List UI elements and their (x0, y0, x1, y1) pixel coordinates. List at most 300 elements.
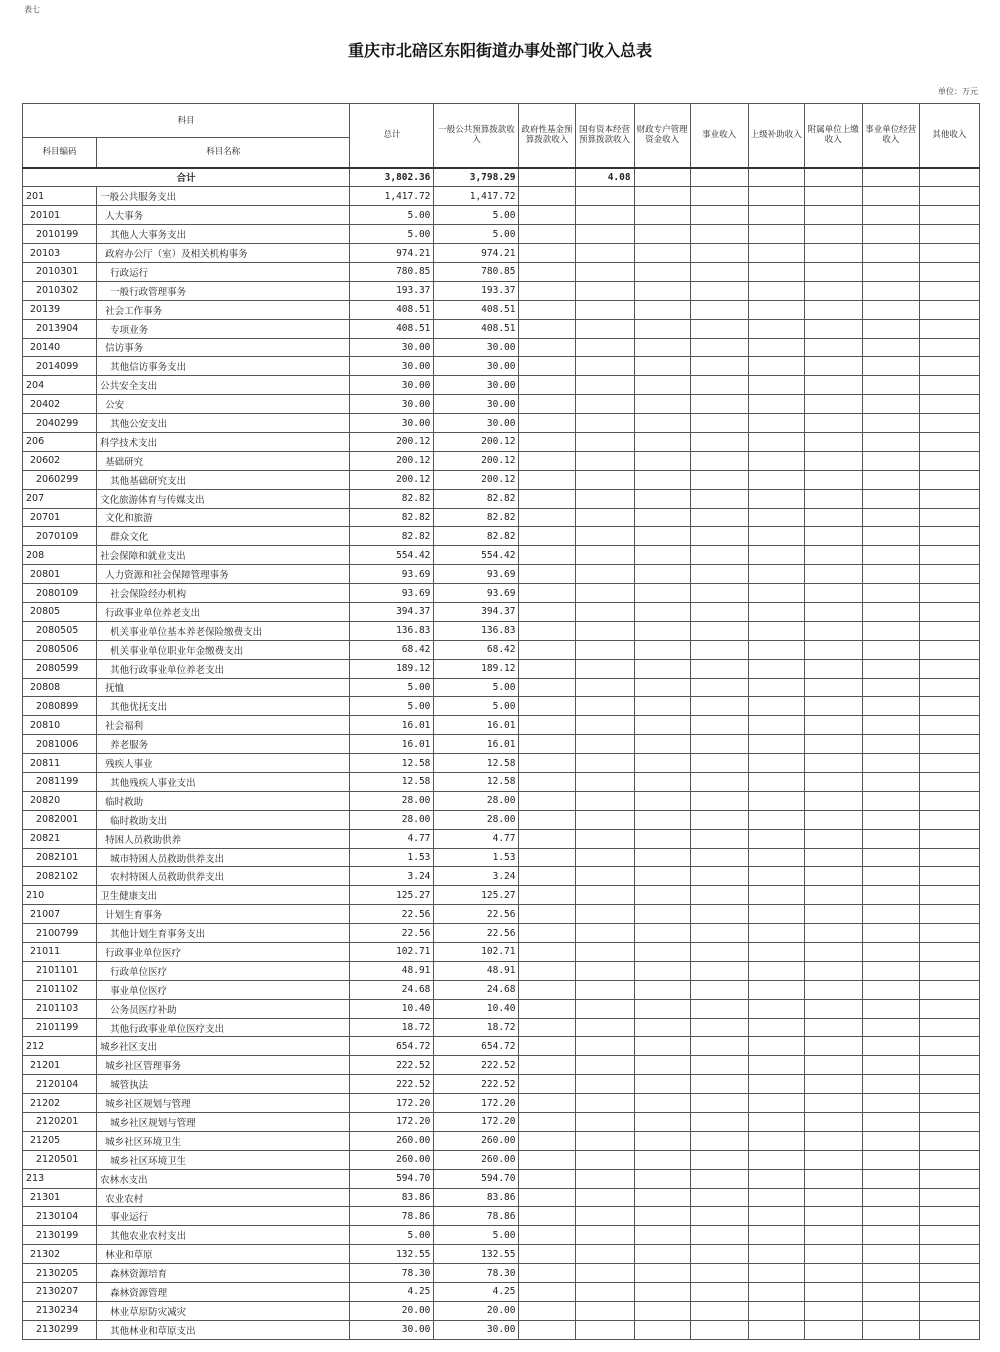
row-gov-fund (519, 225, 575, 244)
row-general-budget: 68.42 (434, 640, 519, 659)
row-gov-fund (519, 300, 575, 319)
row-business (690, 262, 748, 281)
row-general-budget: 12.58 (434, 754, 519, 773)
row-gov-fund (519, 678, 575, 697)
table-row (23, 678, 980, 697)
row-other (919, 376, 979, 395)
row-name: 城乡社区支出 (97, 1037, 350, 1056)
row-name: 农村特困人员救助供养支出 (97, 867, 350, 886)
row-total: 18.72 (350, 1018, 434, 1037)
row-other (919, 395, 979, 414)
row-other (919, 735, 979, 754)
row-operation (862, 980, 919, 999)
row-business (690, 187, 748, 206)
row-upper-subsidy (748, 1113, 804, 1132)
row-fiscal-special (634, 1264, 690, 1283)
row-affiliated (804, 697, 862, 716)
row-upper-subsidy (748, 527, 804, 546)
row-business (690, 943, 748, 962)
row-business (690, 980, 748, 999)
header-subject: 科目 (23, 104, 350, 138)
row-name: 城乡社区规划与管理 (97, 1113, 350, 1132)
row-upper-subsidy (748, 357, 804, 376)
row-code: 213 (23, 1169, 97, 1188)
row-gov-fund (519, 1037, 575, 1056)
row-upper-subsidy (748, 489, 804, 508)
row-business (690, 470, 748, 489)
row-code: 2080505 (23, 621, 97, 640)
row-upper-subsidy (748, 810, 804, 829)
row-business (690, 735, 748, 754)
row-total: 30.00 (350, 338, 434, 357)
row-affiliated (804, 791, 862, 810)
row-name: 其他林业和草原支出 (97, 1320, 350, 1339)
row-general-budget: 260.00 (434, 1131, 519, 1150)
row-other (919, 508, 979, 527)
row-fiscal-special (634, 1131, 690, 1150)
row-upper-subsidy (748, 1075, 804, 1094)
row-business (690, 602, 748, 621)
row-affiliated (804, 867, 862, 886)
row-operation (862, 470, 919, 489)
row-operation (862, 584, 919, 603)
row-other (919, 1075, 979, 1094)
unit-label: 单位：万元 (938, 87, 978, 96)
row-state-capital (575, 1264, 634, 1283)
row-operation (862, 1264, 919, 1283)
row-fiscal-special (634, 1018, 690, 1037)
row-state-capital (575, 1056, 634, 1075)
row-fiscal-special (634, 810, 690, 829)
row-gov-fund (519, 414, 575, 433)
row-operation (862, 999, 919, 1018)
row-general-budget: 4.77 (434, 829, 519, 848)
row-code: 206 (23, 432, 97, 451)
row-gov-fund (519, 319, 575, 338)
row-name: 行政事业单位医疗 (97, 943, 350, 962)
row-general-budget: 30.00 (434, 357, 519, 376)
row-gov-fund (519, 1320, 575, 1339)
row-state-capital (575, 489, 634, 508)
row-upper-subsidy (748, 735, 804, 754)
row-general-budget: 408.51 (434, 300, 519, 319)
row-total: 16.01 (350, 735, 434, 754)
row-total: 193.37 (350, 281, 434, 300)
row-code: 2010302 (23, 281, 97, 300)
row-name: 社会保障和就业支出 (97, 546, 350, 565)
row-fiscal-special (634, 546, 690, 565)
row-state-capital (575, 1245, 634, 1264)
table-row (23, 1018, 980, 1037)
row-affiliated (804, 754, 862, 773)
row-operation (862, 1131, 919, 1150)
row-operation (862, 754, 919, 773)
row-upper-subsidy (748, 1094, 804, 1113)
row-upper-subsidy (748, 1018, 804, 1037)
row-general-budget: 594.70 (434, 1169, 519, 1188)
row-total: 780.85 (350, 262, 434, 281)
row-upper-subsidy (748, 225, 804, 244)
row-name: 一般行政管理事务 (97, 281, 350, 300)
row-business (690, 905, 748, 924)
row-fiscal-special (634, 1320, 690, 1339)
table-row (23, 810, 980, 829)
row-fiscal-special (634, 1188, 690, 1207)
table-number: 表七 (24, 5, 40, 14)
row-affiliated (804, 678, 862, 697)
row-name: 专项业务 (97, 319, 350, 338)
row-state-capital (575, 206, 634, 225)
row-upper-subsidy (748, 905, 804, 924)
row-fiscal-special (634, 773, 690, 792)
table-row (23, 262, 980, 281)
row-other (919, 432, 979, 451)
row-business (690, 640, 748, 659)
row-total: 260.00 (350, 1131, 434, 1150)
row-state-capital (575, 281, 634, 300)
row-operation (862, 886, 919, 905)
table-row (23, 999, 980, 1018)
row-affiliated (804, 1037, 862, 1056)
row-affiliated (804, 980, 862, 999)
row-gov-fund (519, 621, 575, 640)
row-upper-subsidy (748, 414, 804, 433)
header-code: 科目编码 (23, 138, 97, 168)
row-operation (862, 810, 919, 829)
header-general-budget: 一般公共预算拨款收入 (434, 104, 519, 168)
row-other (919, 1131, 979, 1150)
table-row (23, 716, 980, 735)
row-general-budget: 16.01 (434, 735, 519, 754)
row-affiliated (804, 244, 862, 263)
row-business (690, 886, 748, 905)
row-name: 社会保险经办机构 (97, 584, 350, 603)
header-business: 事业收入 (690, 104, 748, 168)
row-affiliated (804, 1188, 862, 1207)
row-other (919, 773, 979, 792)
row-fiscal-special (634, 206, 690, 225)
table-row (23, 244, 980, 263)
row-other (919, 716, 979, 735)
row-state-capital (575, 1301, 634, 1320)
row-state-capital (575, 376, 634, 395)
total-general-budget: 3,798.29 (434, 168, 519, 187)
row-total: 93.69 (350, 565, 434, 584)
row-other (919, 1264, 979, 1283)
table-row (23, 602, 980, 621)
row-gov-fund (519, 206, 575, 225)
total-amount: 3,802.36 (350, 168, 434, 187)
row-gov-fund (519, 508, 575, 527)
row-other (919, 1094, 979, 1113)
row-other (919, 678, 979, 697)
row-affiliated (804, 281, 862, 300)
row-gov-fund (519, 376, 575, 395)
row-name: 临时救助支出 (97, 810, 350, 829)
row-fiscal-special (634, 319, 690, 338)
row-other (919, 262, 979, 281)
row-total: 78.86 (350, 1207, 434, 1226)
row-general-budget: 16.01 (434, 716, 519, 735)
table-row (23, 848, 980, 867)
row-affiliated (804, 1056, 862, 1075)
row-total: 22.56 (350, 924, 434, 943)
income-table (22, 103, 980, 1340)
row-business (690, 281, 748, 300)
row-operation (862, 300, 919, 319)
row-name: 其他基础研究支出 (97, 470, 350, 489)
row-affiliated (804, 640, 862, 659)
row-upper-subsidy (748, 565, 804, 584)
row-affiliated (804, 905, 862, 924)
row-general-budget: 200.12 (434, 432, 519, 451)
row-upper-subsidy (748, 716, 804, 735)
row-business (690, 1301, 748, 1320)
row-general-budget: 172.20 (434, 1094, 519, 1113)
row-affiliated (804, 546, 862, 565)
row-gov-fund (519, 999, 575, 1018)
row-affiliated (804, 1094, 862, 1113)
row-operation (862, 1056, 919, 1075)
row-fiscal-special (634, 943, 690, 962)
row-upper-subsidy (748, 1226, 804, 1245)
row-gov-fund (519, 1283, 575, 1302)
row-upper-subsidy (748, 1301, 804, 1320)
row-code: 207 (23, 489, 97, 508)
row-fiscal-special (634, 1245, 690, 1264)
row-fiscal-special (634, 1150, 690, 1169)
total-other (919, 168, 979, 187)
row-total: 30.00 (350, 357, 434, 376)
table-row (23, 584, 980, 603)
row-general-budget: 5.00 (434, 1226, 519, 1245)
row-upper-subsidy (748, 470, 804, 489)
row-operation (862, 905, 919, 924)
row-state-capital (575, 848, 634, 867)
row-fiscal-special (634, 602, 690, 621)
row-code: 20140 (23, 338, 97, 357)
row-state-capital (575, 451, 634, 470)
row-code: 2070109 (23, 527, 97, 546)
row-general-budget: 5.00 (434, 678, 519, 697)
table-row (23, 470, 980, 489)
row-state-capital (575, 716, 634, 735)
row-fiscal-special (634, 1226, 690, 1245)
row-gov-fund (519, 1018, 575, 1037)
row-operation (862, 829, 919, 848)
row-fiscal-special (634, 244, 690, 263)
row-operation (862, 791, 919, 810)
row-business (690, 659, 748, 678)
row-gov-fund (519, 1226, 575, 1245)
row-state-capital (575, 187, 634, 206)
row-upper-subsidy (748, 791, 804, 810)
table-row (23, 451, 980, 470)
row-code: 20821 (23, 829, 97, 848)
row-affiliated (804, 602, 862, 621)
row-business (690, 244, 748, 263)
row-affiliated (804, 773, 862, 792)
row-state-capital (575, 621, 634, 640)
row-name: 农林水支出 (97, 1169, 350, 1188)
row-other (919, 206, 979, 225)
row-other (919, 999, 979, 1018)
row-gov-fund (519, 1169, 575, 1188)
row-code: 2120501 (23, 1150, 97, 1169)
row-affiliated (804, 584, 862, 603)
row-fiscal-special (634, 886, 690, 905)
row-upper-subsidy (748, 262, 804, 281)
row-code: 20811 (23, 754, 97, 773)
row-total: 974.21 (350, 244, 434, 263)
row-other (919, 980, 979, 999)
row-state-capital (575, 829, 634, 848)
table-row (23, 565, 980, 584)
row-operation (862, 1075, 919, 1094)
row-business (690, 395, 748, 414)
row-business (690, 1056, 748, 1075)
row-affiliated (804, 1169, 862, 1188)
row-other (919, 546, 979, 565)
row-total: 5.00 (350, 225, 434, 244)
table-row (23, 1075, 980, 1094)
row-operation (862, 1283, 919, 1302)
row-affiliated (804, 414, 862, 433)
row-business (690, 546, 748, 565)
row-fiscal-special (634, 395, 690, 414)
row-general-budget: 30.00 (434, 1320, 519, 1339)
table-row (23, 527, 980, 546)
row-business (690, 1094, 748, 1113)
table-row (23, 1207, 980, 1226)
row-fiscal-special (634, 999, 690, 1018)
row-affiliated (804, 735, 862, 754)
row-affiliated (804, 1131, 862, 1150)
row-total: 28.00 (350, 791, 434, 810)
table-row (23, 829, 980, 848)
row-operation (862, 602, 919, 621)
row-fiscal-special (634, 262, 690, 281)
row-name: 其他残疾人事业支出 (97, 773, 350, 792)
row-general-budget: 1.53 (434, 848, 519, 867)
row-total: 83.86 (350, 1188, 434, 1207)
table-row (23, 1301, 980, 1320)
row-operation (862, 1018, 919, 1037)
row-operation (862, 1207, 919, 1226)
row-other (919, 225, 979, 244)
row-gov-fund (519, 281, 575, 300)
row-operation (862, 319, 919, 338)
row-gov-fund (519, 754, 575, 773)
row-code: 20820 (23, 791, 97, 810)
row-code: 2130234 (23, 1301, 97, 1320)
header-name: 科目名称 (97, 138, 350, 168)
row-state-capital (575, 319, 634, 338)
row-affiliated (804, 1207, 862, 1226)
row-general-budget: 189.12 (434, 659, 519, 678)
row-business (690, 1169, 748, 1188)
row-total: 172.20 (350, 1094, 434, 1113)
table-row (23, 735, 980, 754)
row-code: 2080899 (23, 697, 97, 716)
row-affiliated (804, 1226, 862, 1245)
row-upper-subsidy (748, 1245, 804, 1264)
row-business (690, 1150, 748, 1169)
table-row (23, 414, 980, 433)
row-gov-fund (519, 810, 575, 829)
row-business (690, 1283, 748, 1302)
row-fiscal-special (634, 621, 690, 640)
row-state-capital (575, 1037, 634, 1056)
row-other (919, 943, 979, 962)
row-business (690, 924, 748, 943)
row-total: 172.20 (350, 1113, 434, 1132)
row-total: 5.00 (350, 206, 434, 225)
row-state-capital (575, 1169, 634, 1188)
row-name: 社会工作事务 (97, 300, 350, 319)
row-general-budget: 82.82 (434, 527, 519, 546)
row-general-budget: 82.82 (434, 489, 519, 508)
row-gov-fund (519, 187, 575, 206)
row-affiliated (804, 187, 862, 206)
row-name: 机关事业单位基本养老保险缴费支出 (97, 621, 350, 640)
row-operation (862, 1226, 919, 1245)
row-upper-subsidy (748, 773, 804, 792)
row-operation (862, 206, 919, 225)
row-gov-fund (519, 924, 575, 943)
row-other (919, 1018, 979, 1037)
row-name: 一般公共服务支出 (97, 187, 350, 206)
row-code: 2013904 (23, 319, 97, 338)
row-state-capital (575, 338, 634, 357)
row-business (690, 961, 748, 980)
row-operation (862, 225, 919, 244)
row-total: 654.72 (350, 1037, 434, 1056)
row-fiscal-special (634, 470, 690, 489)
row-total: 222.52 (350, 1075, 434, 1094)
row-name: 其他优抚支出 (97, 697, 350, 716)
row-code: 20103 (23, 244, 97, 263)
row-fiscal-special (634, 867, 690, 886)
row-business (690, 1207, 748, 1226)
table-row (23, 1320, 980, 1339)
row-code: 20602 (23, 451, 97, 470)
row-operation (862, 432, 919, 451)
row-code: 21201 (23, 1056, 97, 1075)
row-upper-subsidy (748, 1131, 804, 1150)
row-general-budget: 102.71 (434, 943, 519, 962)
row-state-capital (575, 527, 634, 546)
row-fiscal-special (634, 1094, 690, 1113)
row-total: 1.53 (350, 848, 434, 867)
row-total: 5.00 (350, 697, 434, 716)
row-name: 林业和草原 (97, 1245, 350, 1264)
row-operation (862, 924, 919, 943)
row-state-capital (575, 602, 634, 621)
row-upper-subsidy (748, 300, 804, 319)
row-business (690, 206, 748, 225)
table-row (23, 924, 980, 943)
row-business (690, 1245, 748, 1264)
row-name: 其他计划生育事务支出 (97, 924, 350, 943)
row-general-budget: 5.00 (434, 697, 519, 716)
row-fiscal-special (634, 1169, 690, 1188)
row-business (690, 1018, 748, 1037)
row-business (690, 1226, 748, 1245)
row-code: 2080109 (23, 584, 97, 603)
row-gov-fund (519, 338, 575, 357)
row-code: 2101103 (23, 999, 97, 1018)
